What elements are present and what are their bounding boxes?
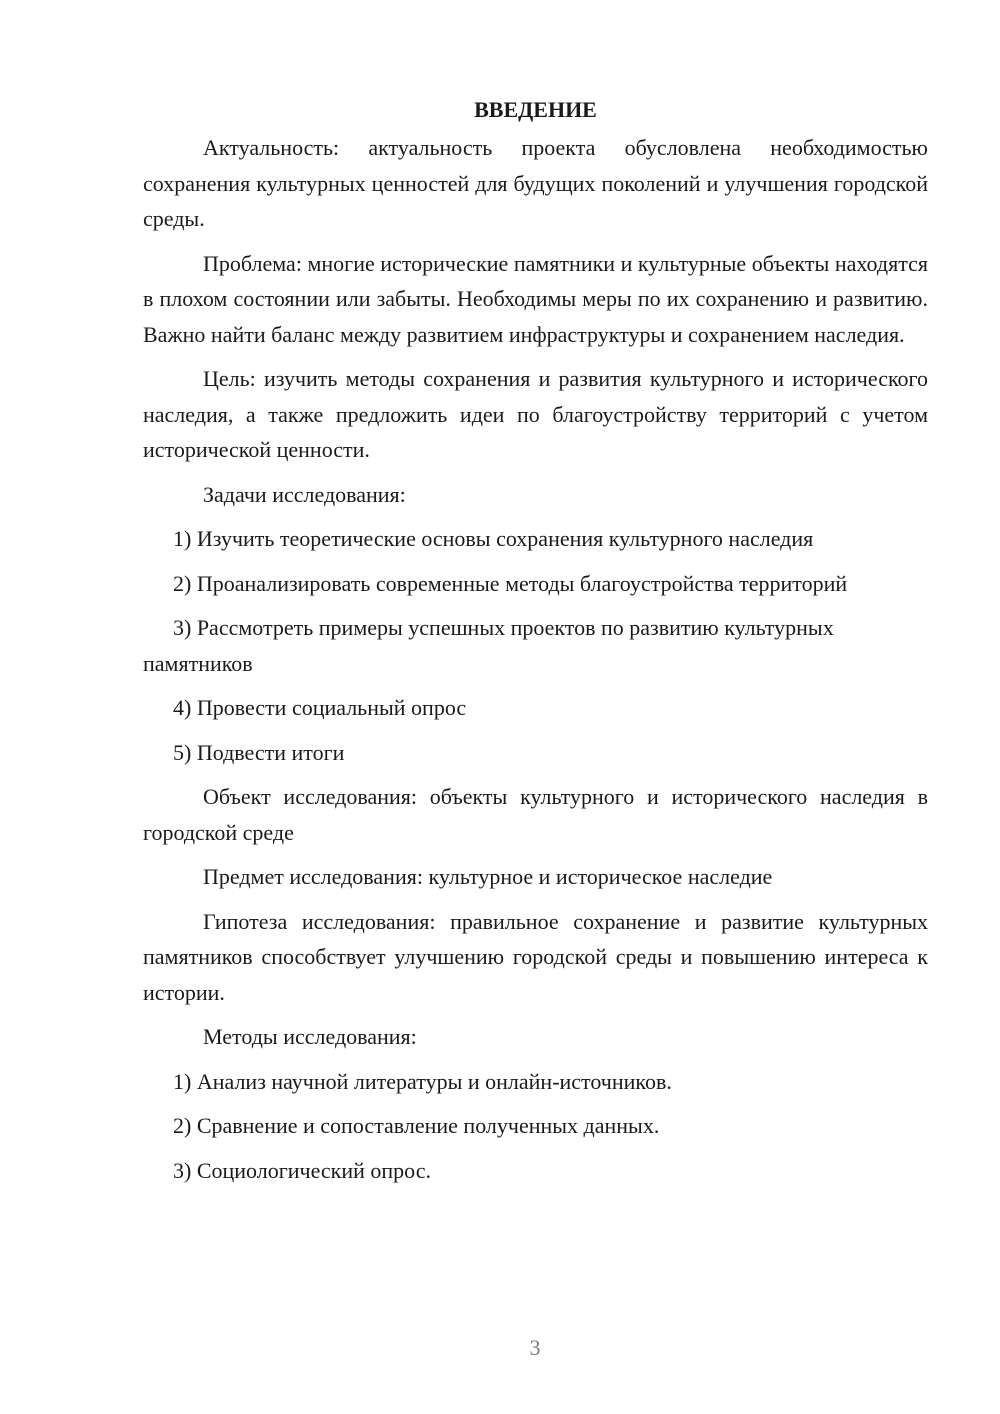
method-item-3: 3) Социологический опрос.	[173, 1157, 431, 1183]
task-item-2: 2) Проанализировать современные методы благоустройства территорий	[173, 570, 848, 596]
task-item-1: 1) Изучить теоретические основы сохранения культурного наследия	[173, 526, 814, 551]
task-item-4: 4) Провести социальный опрос	[173, 695, 467, 720]
object-paragraph: Объект исследования: объекты культурного и исторического наследия в городской среде	[143, 784, 928, 845]
task-item-5: 5) Подвести итоги	[173, 739, 345, 765]
task-item-3: 3) Рассмотреть примеры успешных проектов по развитию культурных памятников	[143, 615, 834, 676]
problem-paragraph: Проблема: многие исторические памятники и культурные объекты находятся в плохом состоянии или забыты. Необходимы меры по их сохранению и развитию. Важно найти баланс между развитием инфраструктуры и сохранением наследия.	[143, 250, 928, 347]
goal-paragraph: Цель: изучить методы сохранения и развития культурного и исторического наследия, а также предложить идеи по благоустройству территорий с учетом исторической ценности.	[143, 366, 928, 462]
hypothesis-paragraph: Гипотеза исследования: правильное сохранение и развитие культурных памятников способствует улучшению городской среды и повышению интереса к истории.	[143, 908, 928, 1005]
document-page	[143, 92, 928, 1197]
method-item-1: 1) Анализ научной литературы и онлайн-источников.	[173, 1068, 672, 1094]
section-heading: ВВЕДЕНИЕ	[474, 97, 597, 122]
methods-title: Методы исследования:	[203, 1024, 417, 1049]
subject-paragraph: Предмет исследования: культурное и историческое наследие	[203, 864, 773, 889]
page-number: 3	[529, 1335, 541, 1360]
method-item-2: 2) Сравнение и сопоставление полученных данных.	[173, 1113, 660, 1138]
relevance-paragraph: Актуальность: актуальность проекта обусловлена необходимостью сохранения культурных ценностей для будущих поколений и улучшения городской среды.	[143, 135, 928, 231]
tasks-title: Задачи исследования:	[203, 481, 406, 507]
